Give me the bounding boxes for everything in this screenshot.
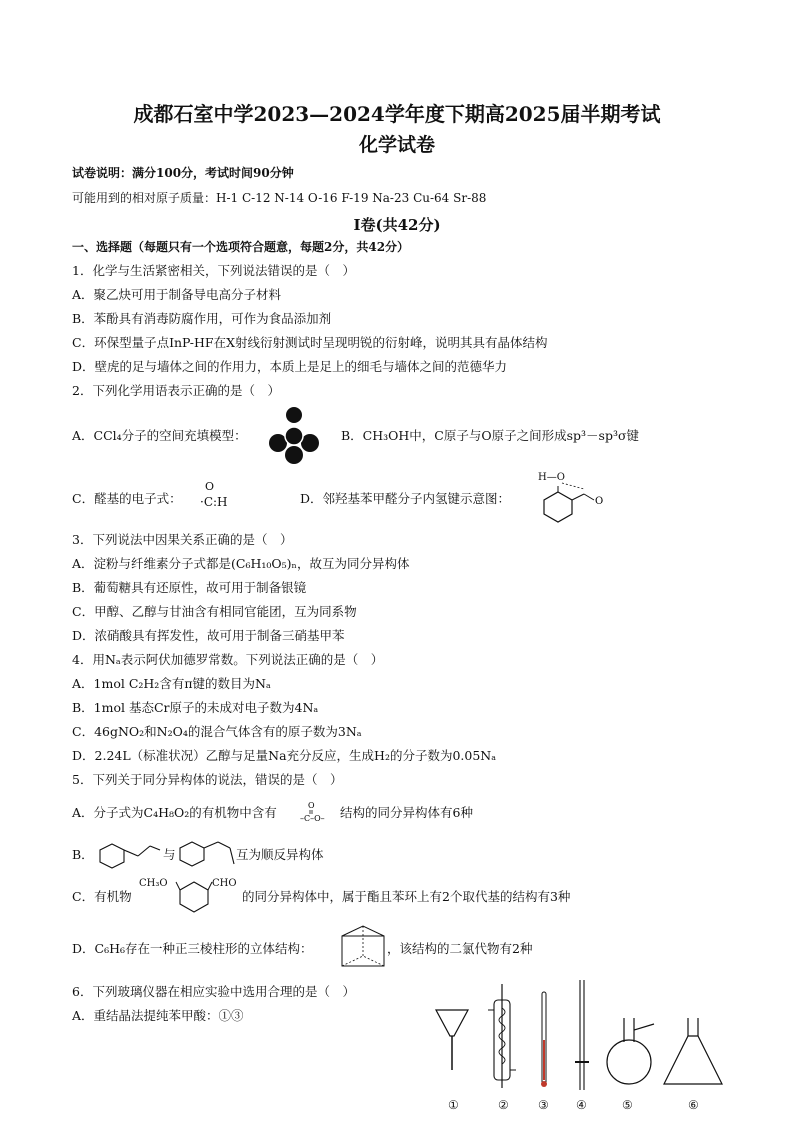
exam-title: 成都石室中学2023—2024学年度下期高2025届半期考试 — [133, 102, 661, 126]
q1-stem: 1．化学与生活紧密相关，下列说法错误的是（ ） — [72, 263, 355, 278]
methoxybenzaldehyde-ring — [176, 878, 212, 912]
q5-option-d-post: ，该结构的二氯代物有2种 — [387, 941, 533, 956]
q1-option-c: C．环保型量子点InP-HF在X射线衍射测试时呈现明锐的衍射峰，说明其具有晶体结构 — [72, 335, 548, 350]
section-heading: 一、选择题（每题只有一个选项符合题意，每题2分，共42分） — [72, 240, 410, 254]
glassware-label-6: ⑥ — [688, 1098, 699, 1112]
aldehyde-ch-label: ·C:H — [200, 495, 228, 509]
methoxy-label: CH₃O — [139, 878, 168, 889]
q5-option-b-pre: B． — [72, 847, 94, 862]
svg-text:O: O — [595, 496, 604, 507]
glassware-label-5: ⑤ — [622, 1098, 633, 1112]
q3-option-a: A．淀粉与纤维素分子式都是(C₆H₁₀O₅)ₙ，故互为同分异构体 — [72, 556, 410, 571]
glassware-label-1: ① — [448, 1098, 459, 1112]
q5-option-b-mid: 与 — [163, 847, 176, 862]
hydroxyl-label: H—O — [538, 472, 565, 483]
prismane-structure — [340, 924, 386, 968]
q5-option-d-pre: D．C₆H₆存在一种正三棱柱形的立体结构： — [72, 941, 313, 956]
q4-option-a: A．1mol C₂H₂含有π键的数目为Nₐ — [72, 676, 271, 691]
glassware-label-4: ④ — [576, 1098, 587, 1112]
q4-option-c: C．46gNO₂和N₂O₄的混合气体含有的原子数为3Nₐ — [72, 724, 362, 739]
aldehyde-label: CHO — [212, 878, 237, 889]
cis-styrene-structure — [180, 836, 240, 868]
q4-option-d: D．2.24L（标准状况）乙醇与足量Na充分反应，生成H₂的分子数为0.05Nₐ — [72, 748, 497, 763]
exam-note: 试卷说明：满分100分，考试时间90分钟 — [72, 166, 294, 180]
svg-text:–C–O–: –C–O– — [300, 814, 325, 823]
q5-option-b-post: 互为顺反异构体 — [236, 847, 324, 862]
q2-option-c: C．醛基的电子式： — [72, 491, 182, 506]
q2-option-a: A．CCl₄分子的空间充填模型： — [72, 428, 247, 443]
q3-option-c: C．甲醇、乙醇与甘油含有相同官能团，互为同系物 — [72, 604, 357, 619]
glassware-label-2: ② — [498, 1098, 509, 1112]
q1-option-d: D．壁虎的足与墙体之间的作用力，本质上是足上的细毛与墙体之间的范德华力 — [72, 359, 508, 374]
q4-stem: 4．用Nₐ表示阿伏加德罗常数。下列说法正确的是（ ） — [72, 652, 384, 667]
q2-option-b: B．CH₃OH中，C原子与O原子之间形成sp³－sp³σ键 — [341, 428, 640, 443]
salicylaldehyde-structure — [540, 480, 610, 522]
q1-option-b: B．苯酚具有消毒防腐作用，可作为食品添加剂 — [72, 311, 332, 326]
q5-stem: 5．下列关于同分异构体的说法，错误的是（ ） — [72, 772, 343, 787]
svg-text:O: O — [308, 801, 315, 810]
q3-stem: 3．下列说法中因果关系正确的是（ ） — [72, 532, 293, 547]
q5-option-c-pre: C．有机物 — [72, 889, 132, 904]
burette-icon — [575, 980, 589, 1090]
thermometer-icon — [541, 992, 547, 1087]
funnel-icon — [436, 1010, 468, 1070]
aldehyde-o-label: O — [205, 480, 215, 493]
condenser-icon — [488, 984, 516, 1088]
section-title: Ⅰ卷(共42分) — [353, 216, 441, 234]
q1-option-a: A．聚乙炔可用于制备导电高分子材料 — [72, 287, 282, 302]
q4-option-b: B．1mol 基态Cr原子的未成对电子数为4Nₐ — [72, 700, 319, 715]
q2-option-d: D．邻羟基苯甲醛分子内氢键示意图： — [300, 491, 511, 506]
q5-option-c-post: 的同分异构体中，属于酯且苯环上有2个取代基的结构有3种 — [242, 889, 571, 904]
ester-group-structure — [300, 800, 340, 826]
q6-stem: 6．下列玻璃仪器在相应实验中选用合理的是（ ） — [72, 984, 355, 999]
glassware-label-3: ③ — [538, 1098, 549, 1112]
q2-stem: 2．下列化学用语表示正确的是（ ） — [72, 383, 280, 398]
round-bottom-flask-icon — [607, 1018, 654, 1084]
q6-option-a: A．重结晶法提纯苯甲酸：①③ — [72, 1008, 244, 1023]
ccl4-space-filling-model — [268, 405, 320, 465]
exam-subtitle: 化学试卷 — [358, 134, 435, 156]
erlenmeyer-flask-icon — [664, 1018, 722, 1084]
q3-option-d: D．浓硝酸具有挥发性，故可用于制备三硝基甲苯 — [72, 628, 345, 643]
atomic-masses: 可能用到的相对原子质量：H-1 C-12 N-14 O-16 F-19 Na-23 Cu-64 Sr-88 — [72, 191, 487, 205]
q3-option-b: B．葡萄糖具有还原性，故可用于制备银镜 — [72, 580, 307, 595]
trans-styrene-structure — [100, 838, 160, 870]
q5-option-a-pre: A．分子式为C₄H₈O₂的有机物中含有 — [72, 805, 277, 820]
q5-option-a-post: 结构的同分异构体有6种 — [340, 805, 473, 820]
glassware-illustration — [432, 980, 732, 1090]
